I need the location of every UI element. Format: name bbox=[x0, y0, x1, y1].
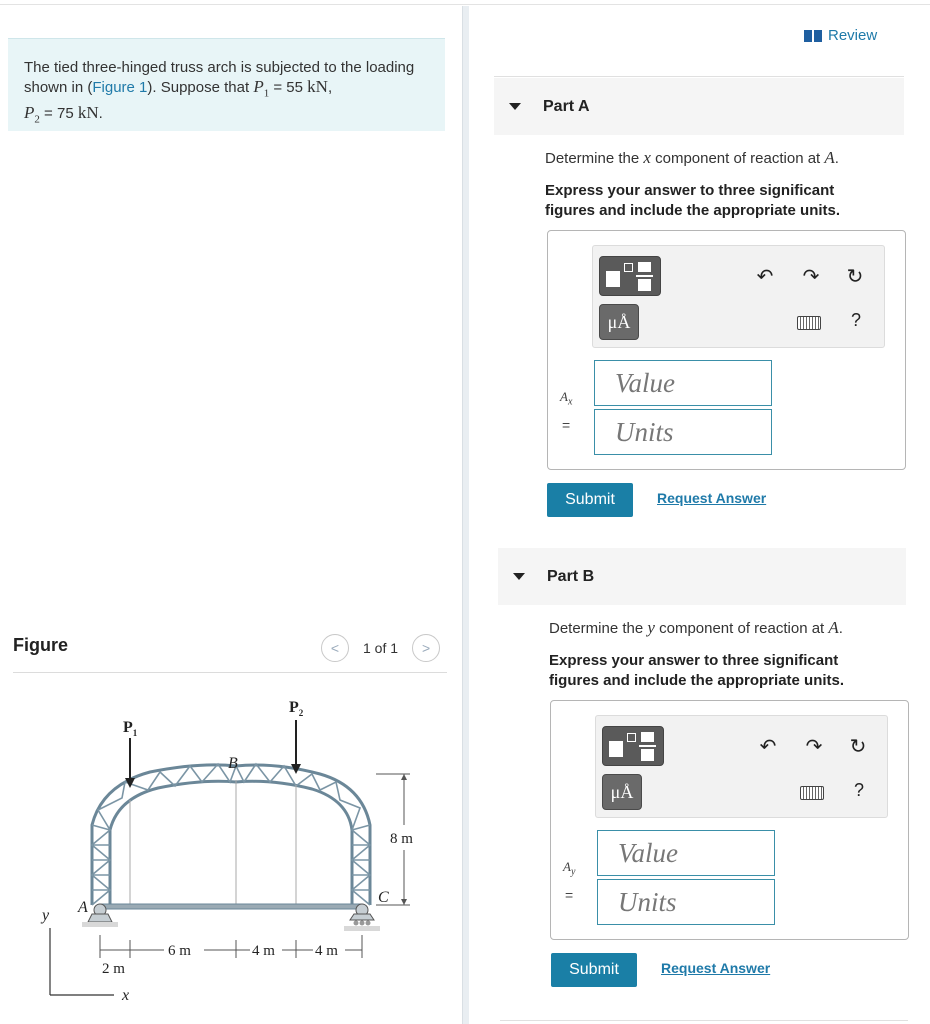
part-a-header[interactable] bbox=[494, 78, 904, 135]
label-4m-b: 4 m bbox=[315, 943, 338, 959]
problem-text: The tied three-hinged truss arch is subjected to the loading shown in ( bbox=[24, 59, 415, 96]
label-c: C bbox=[378, 889, 389, 906]
support-c bbox=[350, 914, 374, 920]
value-input[interactable] bbox=[594, 360, 772, 406]
roller bbox=[354, 921, 359, 926]
figure-divider bbox=[13, 672, 447, 673]
units-field[interactable] bbox=[615, 417, 765, 448]
reset-icon[interactable]: ↻ bbox=[846, 265, 864, 288]
help-icon[interactable]: ? bbox=[851, 310, 862, 330]
chevron-left-icon: < bbox=[330, 640, 340, 656]
units-symbols-button[interactable]: μÅ bbox=[599, 304, 639, 340]
label-a: A bbox=[78, 899, 88, 916]
prev-figure-button[interactable] bbox=[321, 634, 349, 662]
panel-divider[interactable] bbox=[462, 6, 469, 1024]
arch-inner bbox=[110, 781, 352, 905]
help-icon[interactable]: ? bbox=[854, 780, 865, 800]
value-field[interactable] bbox=[618, 838, 768, 869]
submit-button[interactable]: Submit bbox=[551, 953, 637, 987]
label-b: B bbox=[228, 755, 238, 772]
roller bbox=[366, 921, 371, 926]
units-input[interactable] bbox=[597, 879, 775, 925]
part-a-rule bbox=[494, 76, 904, 77]
label-p1: $P_1$ bbox=[123, 719, 138, 738]
figure-link[interactable]: Figure 1 bbox=[92, 79, 148, 96]
tie-rod bbox=[100, 904, 362, 909]
equals-sign: = bbox=[562, 417, 571, 433]
request-answer-link[interactable]: Request Answer bbox=[661, 960, 771, 976]
ground-a bbox=[82, 922, 118, 927]
equals-sign: = bbox=[565, 887, 574, 903]
next-figure-button[interactable] bbox=[412, 634, 440, 662]
truss-arch-figure bbox=[30, 690, 430, 1010]
part-a-question: Determine the x component of reaction at A. bbox=[545, 148, 839, 167]
templates-button[interactable] bbox=[602, 726, 664, 766]
undo-icon[interactable]: ↶ bbox=[756, 265, 774, 288]
axis-x-label: x bbox=[122, 987, 130, 1004]
keyboard-icon[interactable] bbox=[800, 786, 824, 800]
roller bbox=[360, 921, 365, 926]
redo-icon[interactable]: ↷ bbox=[802, 265, 820, 288]
reset-icon[interactable]: ↻ bbox=[849, 735, 867, 758]
p1-value: = 55 bbox=[269, 79, 308, 96]
label-2m: 2 m bbox=[102, 961, 125, 977]
part-b-header[interactable] bbox=[498, 548, 906, 605]
review-label: Review bbox=[828, 27, 878, 44]
math-toolbar bbox=[595, 715, 888, 818]
units-input[interactable] bbox=[594, 409, 772, 455]
p2-value: = 75 bbox=[39, 105, 78, 123]
top-border bbox=[0, 4, 930, 5]
figure-count: 1 of 1 bbox=[363, 640, 399, 656]
undo-icon[interactable]: ↶ bbox=[759, 735, 777, 758]
math-toolbar bbox=[592, 245, 885, 348]
truss-web bbox=[92, 764, 370, 905]
part-b-answer-box bbox=[550, 700, 909, 940]
review-link[interactable] bbox=[804, 27, 877, 44]
variable-label: $A_x$ bbox=[560, 389, 573, 408]
p2-unit: kN bbox=[77, 103, 99, 123]
request-answer-link[interactable]: Request Answer bbox=[657, 490, 767, 506]
label-6m: 6 m bbox=[168, 943, 191, 959]
collapse-triangle-icon bbox=[509, 103, 521, 110]
support-a bbox=[88, 914, 112, 922]
p2-symbol: $P_2$ bbox=[24, 103, 40, 126]
label-4m-a: 4 m bbox=[252, 943, 275, 959]
part-a-answer-box bbox=[547, 230, 906, 470]
problem-statement: The tied three-hinged truss arch is subjected to the loading shown in (Figure 1). Suppose that $P_1 = 55$ kN, $P_2 = 75$ kN. bbox=[8, 38, 445, 131]
part-b-title: Part B bbox=[547, 567, 595, 585]
problem-text: ). Suppose that bbox=[147, 79, 254, 96]
ground-c bbox=[344, 926, 380, 931]
figure-pager bbox=[321, 634, 440, 662]
value-input[interactable] bbox=[597, 830, 775, 876]
variable-label: $A_y$ bbox=[563, 859, 576, 878]
part-a-title: Part A bbox=[543, 97, 590, 115]
axis-y-label: y bbox=[42, 907, 50, 924]
p1-unit: kN bbox=[307, 77, 328, 96]
part-b-question: Determine the y component of reaction at A. bbox=[549, 618, 843, 637]
submit-button[interactable]: Submit bbox=[547, 483, 633, 517]
collapse-triangle-icon bbox=[513, 573, 525, 580]
label-p2: $P_2$ bbox=[289, 699, 304, 718]
keyboard-icon[interactable] bbox=[797, 316, 821, 330]
templates-button[interactable] bbox=[599, 256, 661, 296]
part-b-instructions: Express your answer to three significant figures and include the appropriate units. bbox=[549, 652, 845, 689]
bottom-rule bbox=[500, 1020, 908, 1021]
figure-title: Figure bbox=[13, 635, 69, 655]
value-field[interactable] bbox=[615, 368, 765, 399]
units-field[interactable] bbox=[618, 887, 768, 918]
p1-symbol: $P_1$ bbox=[253, 77, 270, 100]
book-icon bbox=[804, 30, 822, 42]
truss-verticals bbox=[92, 825, 370, 890]
units-symbols-button[interactable]: μÅ bbox=[602, 774, 642, 810]
chevron-right-icon: > bbox=[421, 640, 431, 656]
label-height: 8 m bbox=[390, 831, 413, 847]
part-a-instructions: Express your answer to three significant figures and include the appropriate units. bbox=[545, 182, 841, 219]
redo-icon[interactable]: ↷ bbox=[805, 735, 823, 758]
